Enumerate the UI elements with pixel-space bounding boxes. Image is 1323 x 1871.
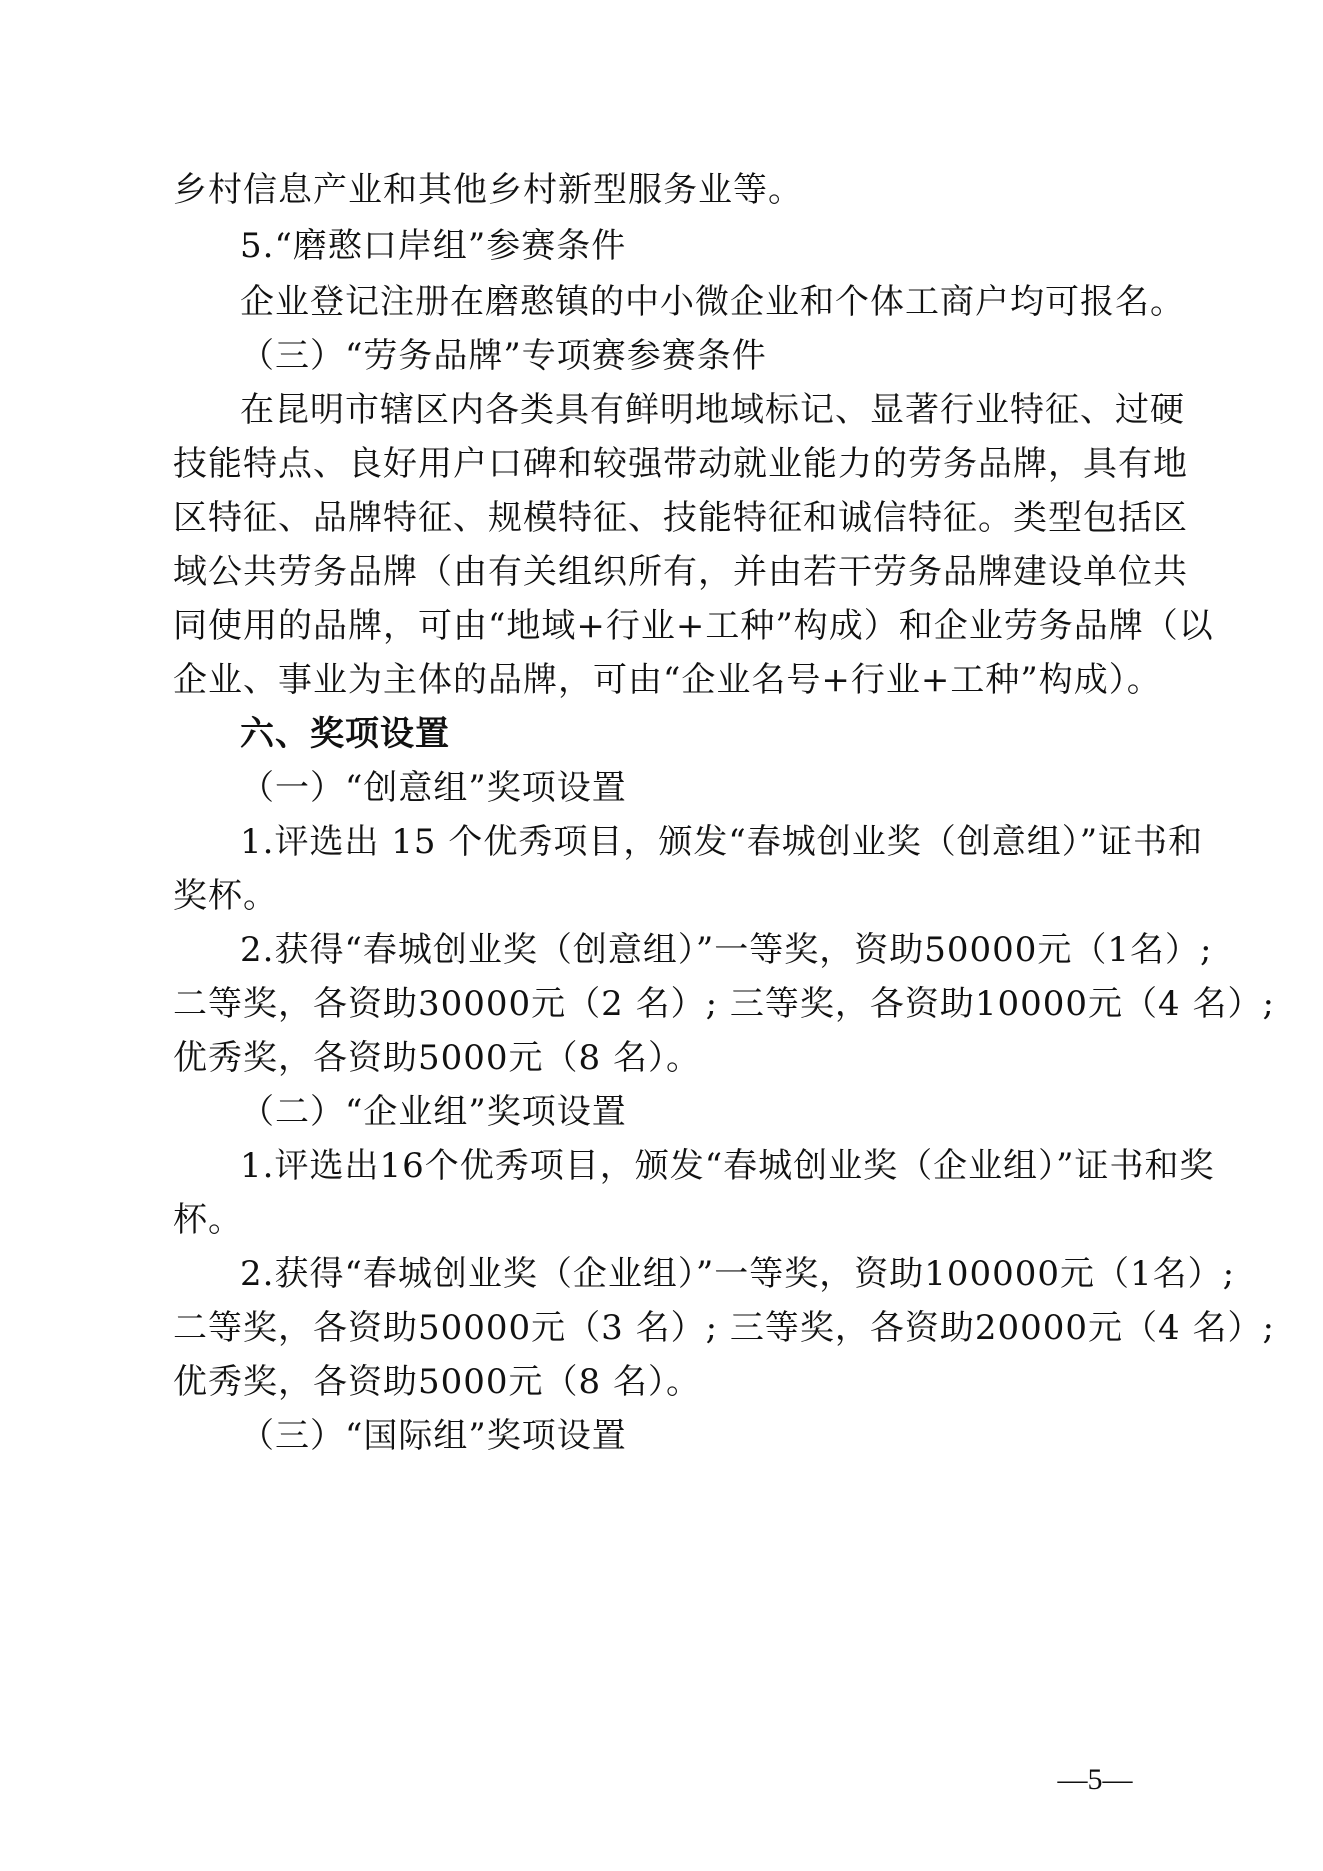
body-text-line: 杯。 — [173, 1200, 243, 1240]
body-text-line: 乡村信息产业和其他乡村新型服务业等。 — [173, 170, 803, 210]
body-text-line: 企业、事业为主体的品牌，可由“企业名号+行业+工种”构成）。 — [173, 660, 1162, 700]
body-text-line: 2.获得“春城创业奖（企业组）”一等奖，资助100000元（1名）; — [240, 1254, 1236, 1294]
body-text-line: 区特征、品牌特征、规模特征、技能特征和诚信特征。类型包括区 — [173, 498, 1188, 538]
section-heading: 六、奖项设置 — [240, 714, 450, 754]
body-text-line: 二等奖，各资助30000元（2 名）; 三等奖，各资助10000元（4 名）; — [173, 984, 1275, 1024]
body-text-line: 在昆明市辖区内各类具有鲜明地域标记、显著行业特征、过硬 — [240, 390, 1185, 430]
body-text-line: 2.获得“春城创业奖（创意组）”一等奖，资助50000元（1名）; — [240, 930, 1213, 970]
body-text-line: 优秀奖，各资助5000元（8 名）。 — [173, 1362, 701, 1402]
body-text-line: 1.评选出16个优秀项目，颁发“春城创业奖（企业组）”证书和奖 — [240, 1146, 1215, 1186]
subsection-heading: 5.“磨憨口岸组”参赛条件 — [240, 226, 627, 266]
body-text-line: 域公共劳务品牌（由有关组织所有，并由若干劳务品牌建设单位共 — [173, 552, 1188, 592]
body-text-line: 技能特点、良好用户口碑和较强带动就业能力的劳务品牌，具有地 — [173, 444, 1188, 484]
page-number: —5— — [1057, 1763, 1133, 1796]
body-text-line: 优秀奖，各资助5000元（8 名）。 — [173, 1038, 701, 1078]
body-text-line: 二等奖，各资助50000元（3 名）; 三等奖，各资助20000元（4 名）; — [173, 1308, 1275, 1348]
subsection-heading: （二）“企业组”奖项设置 — [240, 1092, 627, 1132]
body-text-line: 奖杯。 — [173, 876, 278, 916]
subsection-heading: （三）“劳务品牌”专项赛参赛条件 — [240, 336, 767, 376]
body-text-line: 同使用的品牌，可由“地域+行业+工种”构成）和企业劳务品牌（以 — [173, 606, 1214, 646]
subsection-heading: （一）“创意组”奖项设置 — [240, 768, 627, 808]
subsection-heading: （三）“国际组”奖项设置 — [240, 1416, 627, 1456]
body-text-line: 企业登记注册在磨憨镇的中小微企业和个体工商户均可报名。 — [240, 282, 1185, 322]
body-text-line: 1.评选出 15 个优秀项目，颁发“春城创业奖（创意组）”证书和 — [240, 822, 1204, 862]
